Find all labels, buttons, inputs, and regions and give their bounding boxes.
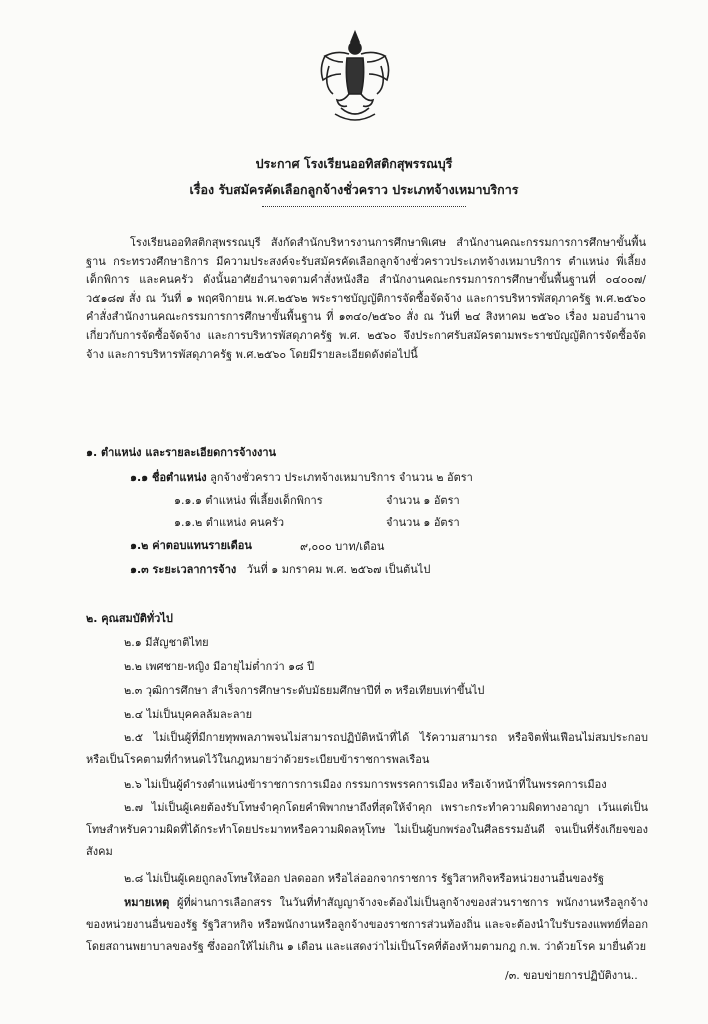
announcement-title: ประกาศ โรงเรียนออทิสติกสุพรรณบุรี (255, 156, 453, 171)
qualification-item: ๒.๒ เพศชาย-หญิง มีอายุไม่ต่ำกว่า ๑๘ ปี (124, 660, 315, 673)
section1-heading: ๑. ตำแหน่ง และรายละเอียดการจ้างงาน (86, 446, 277, 459)
remark-label: หมายเหตุ (124, 896, 170, 909)
position-item-count: จำนวน ๑ อัตรา (386, 494, 460, 507)
qualification-item: ๒.๔ ไม่เป็นบุคคลล้มละลาย (124, 708, 253, 721)
position-item: ๑.๑.๒ ตำแหน่ง คนครัว (174, 516, 285, 529)
qualification-item: ๒.๘ ไม่เป็นผู้เคยถูกลงโทษให้ออก ปลดออก หรือไล่ออกจากราชการ รัฐวิสาหกิจหรือหน่วยงานอื่นของรัฐ (124, 872, 605, 885)
remark-text: ผู้ที่ผ่านการเลือกสรร ในวันที่ทำสัญญาจ้างจะต้องไม่เป็นลูกจ้างของส่วนราชการ พนักงานหรือลูกจ้างของหน่วยงานอื่นของรัฐ รัฐวิสาหกิจ หรือพนักงานหรือลูกจ้างของราชการส่วนท้องถิ่น และจะต้องนำใบรับรองแพทย์ที่ออกโดยสถานพยาบาลของรัฐ ซึ่งออกให้ไม่เกิน ๑ เดือน และแสดงว่าไม่เป็นโรคที่ต้องห้ามตามกฎ ก.พ. ว่าด้วยโรค มายื่นด้วย (86, 896, 648, 953)
qualification-item: ๒.๕ ไม่เป็นผู้ที่มีกายทุพพลภาพจนไม่สามารถปฏิบัติหน้าที่ได้ ไร้ความสามารถ หรือจิตฟั่นเฟือนไม่สมประกอบ หรือเป็นโรคตามที่กำหนดไว้ในกฎหมายว่าด้วยระเบียบข้าราชการพลเรือน (86, 731, 648, 766)
qualification-item: ๒.๓ วุฒิการศึกษา สำเร็จการศึกษาระดับมัธยมศึกษาปีที่ ๓ หรือเทียบเท่าขึ้นไป (124, 684, 485, 697)
announcement-subject: เรื่อง รับสมัครคัดเลือกลูกจ้างชั่วคราว ประเภทจ้างเหมาบริการ (189, 182, 519, 197)
position-name-value: ลูกจ้างชั่วคราว ประเภทจ้างเหมาบริการ จำนวน ๒ อัตรา (210, 471, 473, 484)
salary-label: ๑.๒ ค่าตอบแทนรายเดือน (130, 539, 252, 552)
remark-paragraph (86, 892, 648, 958)
title-divider (262, 206, 466, 207)
intro-paragraph: โรงเรียนออทิสติกสุพรรณบุรี สังกัดสำนักบริหารงานการศึกษาพิเศษ สำนักงานคณะกรรมการการศึกษาขั้นพื้นฐาน กระทรวงศึกษาธิการ มีความประสงค์จะรับสมัครคัดเลือกลูกจ้างชั่วคราวประเภทจ้างเหมาบริการ ตำแหน่ง พี่เลี้ยงเด็กพิการ และคนครัว ดังนั้นอาศัยอำนาจตามคำสั่งหนังสือ สำนักงานคณะกรรมการการศึกษาขั้นพื้นฐานที่ ๐๔๐๐๗/ว๕๑๘๗ สั่ง ณ วันที่ ๑ พฤศจิกายน พ.ศ.๒๕๖๒ พระราชบัญญัติการจัดซื้อจัดจ้าง และการบริหารพัสดุภาครัฐ พ.ศ.๒๕๖๐ คำสั่งสำนักงานคณะกรรมการการศึกษาขั้นพื้นฐาน ที่ ๑๓๔๐/๒๕๖๐ สั่ง ณ วันที่ ๒๔ สิงหาคม ๒๕๖๐ เรื่อง มอบอำนาจเกี่ยวกับการจัดซื้อจัดจ้าง และการบริหารพัสดุภาครัฐ พ.ศ. ๒๕๖๐ จึงประกาศรับสมัครตามพระราชบัญญัติการจัดซื้อจัดจ้าง และการบริหารพัสดุภาครัฐ พ.ศ.๒๕๖๐ โดยมีรายละเอียดดังต่อไปนี้ (86, 236, 646, 361)
salary-value: ๙,๐๐๐ บาท/เดือน (300, 540, 385, 553)
garuda-emblem-icon (315, 28, 395, 126)
position-name-label: ๑.๑ ชื่อตำแหน่ง (130, 471, 207, 484)
section2-heading: ๒. คุณสมบัติทั่วไป (86, 612, 173, 625)
employment-period-label: ๑.๓ ระยะเวลาการจ้าง (130, 563, 237, 576)
qualification-item: ๒.๗ ไม่เป็นผู้เคยต้องรับโทษจำคุกโดยคำพิพากษาถึงที่สุดให้จำคุก เพราะกระทำความผิดทางอาญา เว้นแต่เป็นโทษสำหรับความผิดที่ได้กระทำโดยประมาทหรือความผิดลหุโทษ ไม่เป็นผู้บกพร่องในศีลธรรมอันดี จนเป็นที่รังเกียจของสังคม (86, 801, 648, 858)
position-name-row (130, 468, 473, 486)
position-item: ๑.๑.๑ ตำแหน่ง พี่เลี้ยงเด็กพิการ (174, 494, 323, 507)
position-item-count: จำนวน ๑ อัตรา (386, 516, 460, 529)
continuation-marker: /๓. ขอบข่ายการปฏิบัติงาน.. (505, 969, 638, 982)
qualification-item: ๒.๖ ไม่เป็นผู้ดำรงตำแหน่งข้าราชการการเมือง กรรมการพรรคการเมือง หรือเจ้าหน้าที่ในพรรคการเมือง (124, 778, 607, 791)
employment-period-value: วันที่ ๑ มกราคม พ.ศ. ๒๕๖๗ เป็นต้นไป (246, 563, 431, 576)
qualification-item: ๒.๑ มีสัญชาติไทย (124, 636, 209, 649)
employment-period-row (130, 560, 430, 578)
